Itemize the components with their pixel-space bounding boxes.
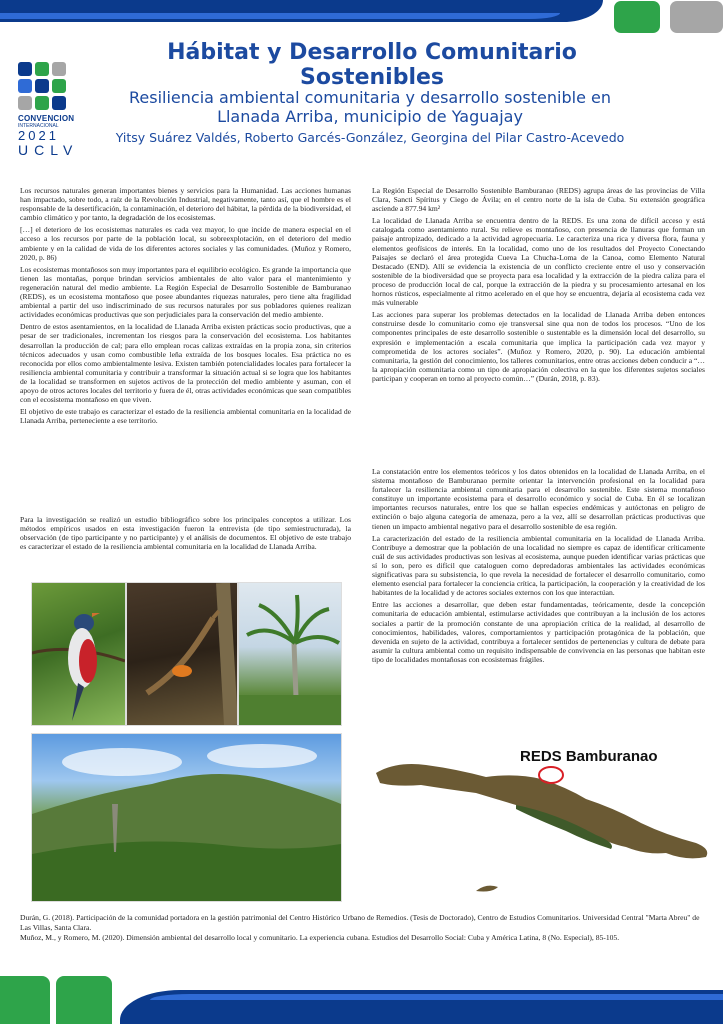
logo-year: 2021: [18, 128, 59, 143]
reference-item: Muñoz, M., y Romero, M. (2020). Dimensión ambiental del desarrollo local y comunitario. La experiencia cubana. Estudios del Desarrollo Social: Cuba y América Latina, 8 (No. Especial), 85-105.: [20, 933, 620, 943]
left-column-methods: [20, 515, 351, 554]
paragraph: El objetivo de este trabajo es caracterizar el estado de la resiliencia ambiental comunitaria en la localidad de Llanada Arriba, perteneciente a ese territorio.: [20, 407, 351, 426]
poster-title: Hábitat y Desarrollo Comunitario Sostenibles: [167, 40, 577, 90]
reference-item: Durán, G. (2018). Participación de la comunidad portadora en la gestión patrimonial del Centro Histórico Urbano de Remedios. (Tesis de Doctorado), Centro de Estudios Comunitarios. Universidad Central "Marta Abreu" de Las Villas, Santa Clara.: [20, 913, 700, 932]
map-cuba: [366, 743, 716, 893]
footer-swoosh: [120, 990, 723, 1024]
logo-mark: [18, 62, 74, 110]
subtitle-line-1: Resiliencia ambiental comunitaria y desarrollo sostenible en: [129, 88, 611, 107]
paragraph: La localidad de Llanada Arriba se encuentra dentro de la REDS. Es una zona de difícil acceso y está catalogada como asentamiento rural. Su relieve es montañoso, con presencia de llanuras que forman un paisaje antropizado, dedicado a la actividad agropecuaria. Le caracteriza una rica y diversa flora, fauna y elementos geofísicos de interés. En la localidad, como uno de los resultados del Proyecto Conectando Paisajes se declaró el área protegida Cueva La Chucha-Loma de la Canoa, como Elemento Natural Destacado (END). Allí se evidencia la existencia de un conflicto creciente entre el uso y conservación sostenible de la biodiversidad que se proyecta para esa localidad y la extracción de la piedra caliza para el proceso de producción local de cal, porque la extracción de la piedra y su procesamiento artesanal en los hornos rústicos, especialmente al ritmo acelerado en el que hoy se encuentra, dejaría al ecosistema cada vez más vulnerable: [372, 216, 705, 308]
header-green-block: [614, 1, 660, 33]
header-gray-block: [670, 1, 723, 33]
photo-anole-lizard: [126, 582, 238, 726]
subtitle-line-2: Llanada Arriba, municipio de Yaguajay: [217, 107, 523, 126]
paragraph: La constatación entre los elementos teóricos y los datos obtenidos en la localidad de Llanada Arriba, en el sistema montañoso de Bamburanao permite orientar la intervención profesional en la localidad para fortalecer la resiliencia ambiental comunitaria para el desarrollo sostenible. Este sistema montañoso constituye un importante ecosistema para el desarrollo económico y social de Cuba. En él se localizan importantes recursos naturales, entre los que se hallan especies endémicas y autóctonas en peligro de extinción o bajo alguna categoría de amenaza, pero a la vez, allí se desarrollan prácticas productivas que tienen un impacto ambiental negativo para el desarrollo sostenible de esa región.: [372, 467, 705, 531]
right-column-results: [372, 467, 705, 667]
logo-org: UCLV: [18, 142, 79, 158]
photo-tocororo-bird: [31, 582, 126, 726]
left-column-intro: [20, 186, 351, 428]
logo-text-internacional: INTERNACIONAL: [18, 123, 59, 129]
header-swoosh: [0, 0, 603, 22]
paragraph: Los recursos naturales generan importantes bienes y servicios para la Humanidad. Las acciones humanas han impactado, sobre todo, a raíz de la Revolución Industrial, negativamente, tanto así, que el hombre es el responsable de la desertificación, la contaminación, el deterioro del hábitat, la pérdida de la biodiversidad, el cambio climático y por tanto, la degradación de los ecosistemas.: [20, 186, 351, 223]
paragraph: Dentro de estos asentamientos, en la localidad de Llanada Arriba existen prácticas socio productivas, que a pesar de ser tradicionales, incrementan los riesgos para la conservación del ecosistema. Los habitantes desarrollan la producción de cal; para ello emplean rocas calizas extraídas en la propia zona, sin criterios técnicos adecuados y usan como combustible leña extraída de los bosques locales. Esa práctica no es reconocida por ellos como ambientalmente lesiva. Existen también potencialidades locales para fortalecer la resiliencia ambiental comunitaria y contribuir a transformar la situación actual si se logra que los habitantes de la localidad se transformen en sujetos activos de la protección del medio ambiente y asuman, con el apoyo de otros actores locales del territorio y fuera de él, otras actividades económicas que sean compatibles con el ecosistema montañoso en que viven.: [20, 322, 351, 405]
logo-text-convencion: CONVENCION: [18, 114, 75, 123]
poster-subtitle: [100, 88, 640, 126]
photo-royal-palm: [238, 582, 342, 726]
paragraph: La caracterización del estado de la resiliencia ambiental comunitaria en la localidad de Llanada Arriba. Contribuye a demostrar que la población de una localidad no siempre es capaz de identificar críticamente cuál de sus actividades productivas son lesivas al ecosistema, aunque pueden identificar varias prácticas que sí lo son, pero es difícil que cataloguen como depredadoras ambientales las actividades económicas significativas para su subsistencia, lo que revela la necesidad de fortalecer el desarrollo comunitario, como elemento esencial para fortalecer la conciencia crítica, la participación, la cooperación y la creatividad de los habitantes de la localidad y de actores sociales externos con los que interactúan.: [372, 533, 705, 598]
references: [20, 913, 710, 944]
paragraph: Las acciones para superar los problemas detectados en la localidad de Llanada Arriba deben entonces construirse desde lo comunitario como eje transversal sine qua non de todos los procesos. “Uno de los componentes principales de este desarrollo sostenible o sustentable es la dimensión local del desarrollo, su expresión e implementación a escala comunitaria que implica la participación cada vez mayor y comprometida de los actores sociales”. (Muñoz y Romero, 2020, p. 90). La educación ambiental comunitaria, la gestión del conocimiento, los talleres comunitarios, entre otras acciones deben conducir a “…la apropiación comunitaria como un tipo de apropiación colectiva en la que los diferentes sujetos sociales participan y cooperan en torno al proyecto común…” (Durán, 2018, p. 83).: [372, 310, 705, 383]
paragraph: La Región Especial de Desarrollo Sostenible Bamburanao (REDS) agrupa áreas de las provincias de Villa Clara, Sancti Spíritus y Ciego de Ávila; en el centro norte de la isla de Cuba. Su extensión geográfica asciende a 877.94 km²: [372, 186, 705, 214]
footer-green-block: [56, 976, 112, 1024]
paragraph: Para la investigación se realizó un estudio bibliográfico sobre los principales conceptos a utilizar. Los métodos empíricos usados en esta investigación fueron la entrevista (de tipo semiestructurada), la observación (de tipo participante y no participante) y el análisis de documentos. El objetivo de este trabajo es caracterizar el estado de la resiliencia ambiental comunitaria en la localidad de Llanada Arriba.: [20, 515, 351, 552]
map-label-reds-bamburanao: REDS Bamburanao: [520, 748, 658, 765]
right-column-context: [372, 186, 705, 386]
paragraph: Los ecosistemas montañosos son muy importantes para el equilibrio ecológico. Es grande la importancia que tienen las montañas, porque brindan servicios ambientales de alto valor para el mantenimiento y regeneración natural del medio ambiente. La Región Especial de Desarrollo Sostenible de Bamburanao (REDS), es un ecosistema montañoso que posee abundantes riquezas naturales, pero tiene alta fragilidad ambiental a partir del uso indiscriminado de sus recursos naturales por sus pobladores quienes realizan actividades económicas productivas que son perjudiciales para la conservación del medio ambiente.: [20, 264, 351, 320]
photo-mountain-landscape: [31, 733, 342, 902]
authors: Yitsy Suárez Valdés, Roberto Garcés-González, Georgina del Pilar Castro-Acevedo: [115, 130, 625, 145]
paragraph: Entre las acciones a desarrollar, que deben estar fundamentadas, teóricamente, desde la concepción comunitaria de educación ambiental, estimularse actividades que contribuyan a la inclusión de los actores sociales a partir de la promoción constante de una apropiación crítica de la realidad, al desarrollo de conocimientos, habilidades, valores, comportamientos y participación protagónica de la población, que devenida en sujeto de la actividad, contribuya a fortalecer sentidos de pertenencias y cultura de debate para asumir la cultura ambiental como un requisito indispensable de convivencia en las personas que habitan este tipo de localidades montañosas con ecosistemas frágiles.: [372, 600, 705, 664]
quote-paragraph: […] el deterioro de los ecosistemas naturales es cada vez mayor, lo que incide de manera especial en el acceso a los recursos por parte de la población local, su sobreexplotación, en el deterioro del medio ambiente y en la calidad de vida de los diferentes actores sociales y las comunidades. (Muñoz y Romero, 2020, p. 86): [20, 225, 351, 262]
convention-logo: [18, 62, 79, 158]
footer-green-block: [0, 976, 50, 1024]
